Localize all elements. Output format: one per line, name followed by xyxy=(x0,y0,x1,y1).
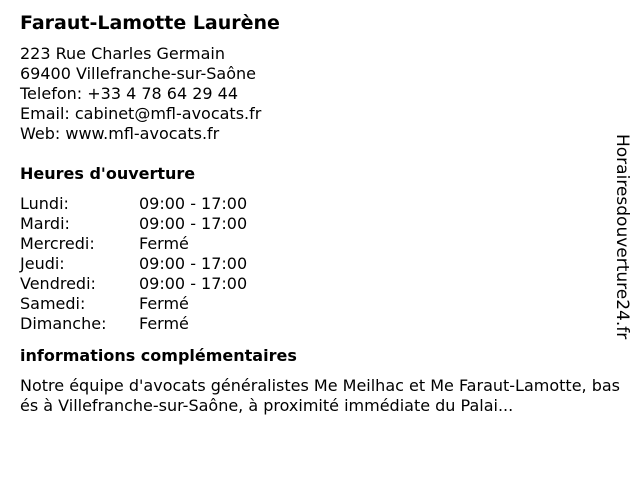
hours-title: Heures d'ouverture xyxy=(20,164,196,183)
hours-time: Fermé xyxy=(139,294,189,313)
hours-day: Lundi: xyxy=(20,194,69,213)
hours-time: Fermé xyxy=(139,314,189,333)
hours-time: 09:00 - 17:00 xyxy=(139,194,248,213)
contact-block xyxy=(20,44,610,144)
hours-row xyxy=(20,274,610,294)
hours-day: Samedi: xyxy=(20,294,86,313)
address-street: 223 Rue Charles Germain xyxy=(20,44,226,63)
address-city: 69400 Villefranche-sur-Saône xyxy=(20,64,257,83)
hours-row xyxy=(20,234,610,254)
hours-table xyxy=(20,194,610,334)
email-line[interactable]: Email: cabinet@mfl-avocats.fr xyxy=(20,104,262,123)
hours-row xyxy=(20,214,610,234)
business-name: Faraut-Lamotte Laurène xyxy=(20,12,280,34)
hours-row xyxy=(20,194,610,214)
phone-line[interactable]: Telefon: +33 4 78 64 29 44 xyxy=(20,84,239,103)
hours-day: Mardi: xyxy=(20,214,70,233)
hours-row xyxy=(20,254,610,274)
hours-day: Jeudi: xyxy=(20,254,65,273)
hours-time: 09:00 - 17:00 xyxy=(139,254,248,273)
hours-day: Mercredi: xyxy=(20,234,95,253)
hours-time: Fermé xyxy=(139,234,189,253)
business-card xyxy=(20,10,621,416)
hours-time: 09:00 - 17:00 xyxy=(139,214,248,233)
hours-row xyxy=(20,294,610,314)
info-text: Notre équipe d'avocats généralistes Me Meilhac et Me Faraut-Lamotte, basés à Villefranche-sur-Saône, à proximité immédiate du Palai... xyxy=(20,376,621,415)
brand-watermark: Horairesdouverture24.fr xyxy=(612,134,632,340)
hours-row xyxy=(20,314,610,334)
web-line[interactable]: Web: www.mfl-avocats.fr xyxy=(20,124,220,143)
hours-day: Vendredi: xyxy=(20,274,96,293)
hours-day: Dimanche: xyxy=(20,314,107,333)
hours-time: 09:00 - 17:00 xyxy=(139,274,248,293)
info-title: informations complémentaires xyxy=(20,346,297,365)
